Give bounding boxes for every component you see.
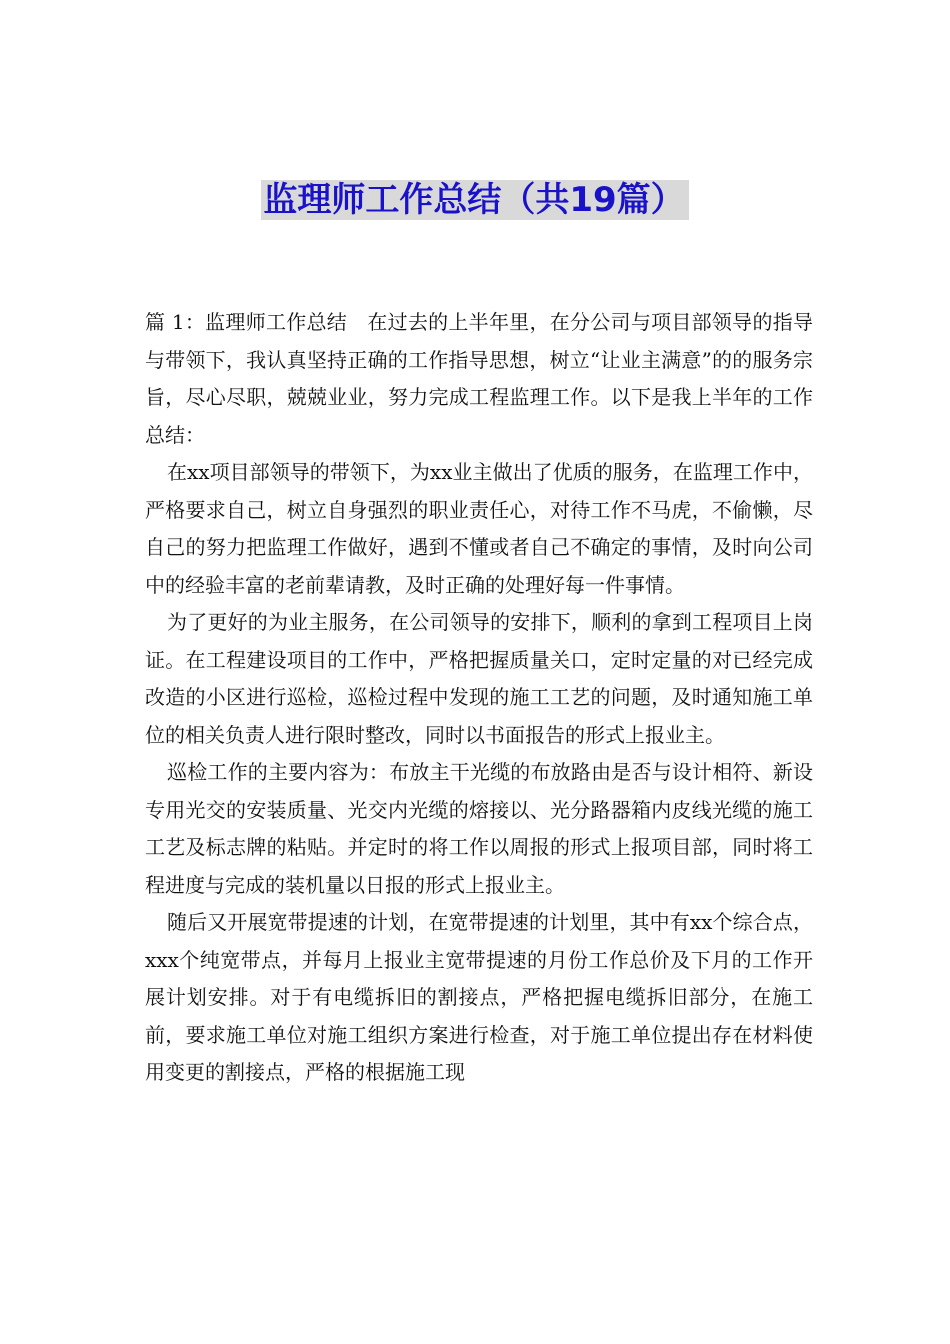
paragraph-3: 为了更好的为业主服务，在公司领导的安排下，顺利的拿到工程项目上岗证。在工程建设项目的工作中，严格把握质量关口，定时定量的对已经完成改造的小区进行巡检，巡检过程中发现的施工工艺的问题，及时通知施工单位的相关负责人进行限时整改，同时以书面报告的形式上报业主。 (145, 610, 813, 747)
title-container (0, 180, 950, 220)
document-body (145, 304, 813, 1092)
paragraph-5: 随后又开展宽带提速的计划，在宽带提速的计划里，其中有xx个综合点，xxx个纯宽带点，并每月上报业主宽带提速的月份工作总价及下月的工作开展计划安排。对于有电缆拆旧的割接点，严格把握电缆拆旧部分，在施工前，要求施工单位对施工组织方案进行检查，对于施工单位提出存在材料使用变更的割接点，严格的根据施工现 (145, 910, 813, 1084)
paragraph-1: 篇 1：监理师工作总结 在过去的上半年里，在分公司与项目部领导的指导与带领下，我认真坚持正确的工作指导思想，树立“让业主满意”的的服务宗旨，尽心尽职，兢兢业业，努力完成工程监理工作。以下是我上半年的工作总结： (145, 310, 813, 447)
document-title: 监理师工作总结（共19篇） (261, 180, 688, 220)
paragraph-4: 巡检工作的主要内容为：布放主干光缆的布放路由是否与设计相符、新设专用光交的安装质量、光交内光缆的熔接以、光分路器箱内皮线光缆的施工工艺及标志牌的粘贴。并定时的将工作以周报的形式上报项目部，同时将工程进度与完成的装机量以日报的形式上报业主。 (145, 760, 813, 897)
paragraph-2: 在xx项目部领导的带领下，为xx业主做出了优质的服务，在监理工作中，严格要求自己，树立自身强烈的职业责任心，对待工作不马虎，不偷懒，尽自己的努力把监理工作做好，遇到不懂或者自己不确定的事情，及时向公司中的经验丰富的老前辈请教，及时正确的处理好每一件事情。 (145, 460, 813, 597)
